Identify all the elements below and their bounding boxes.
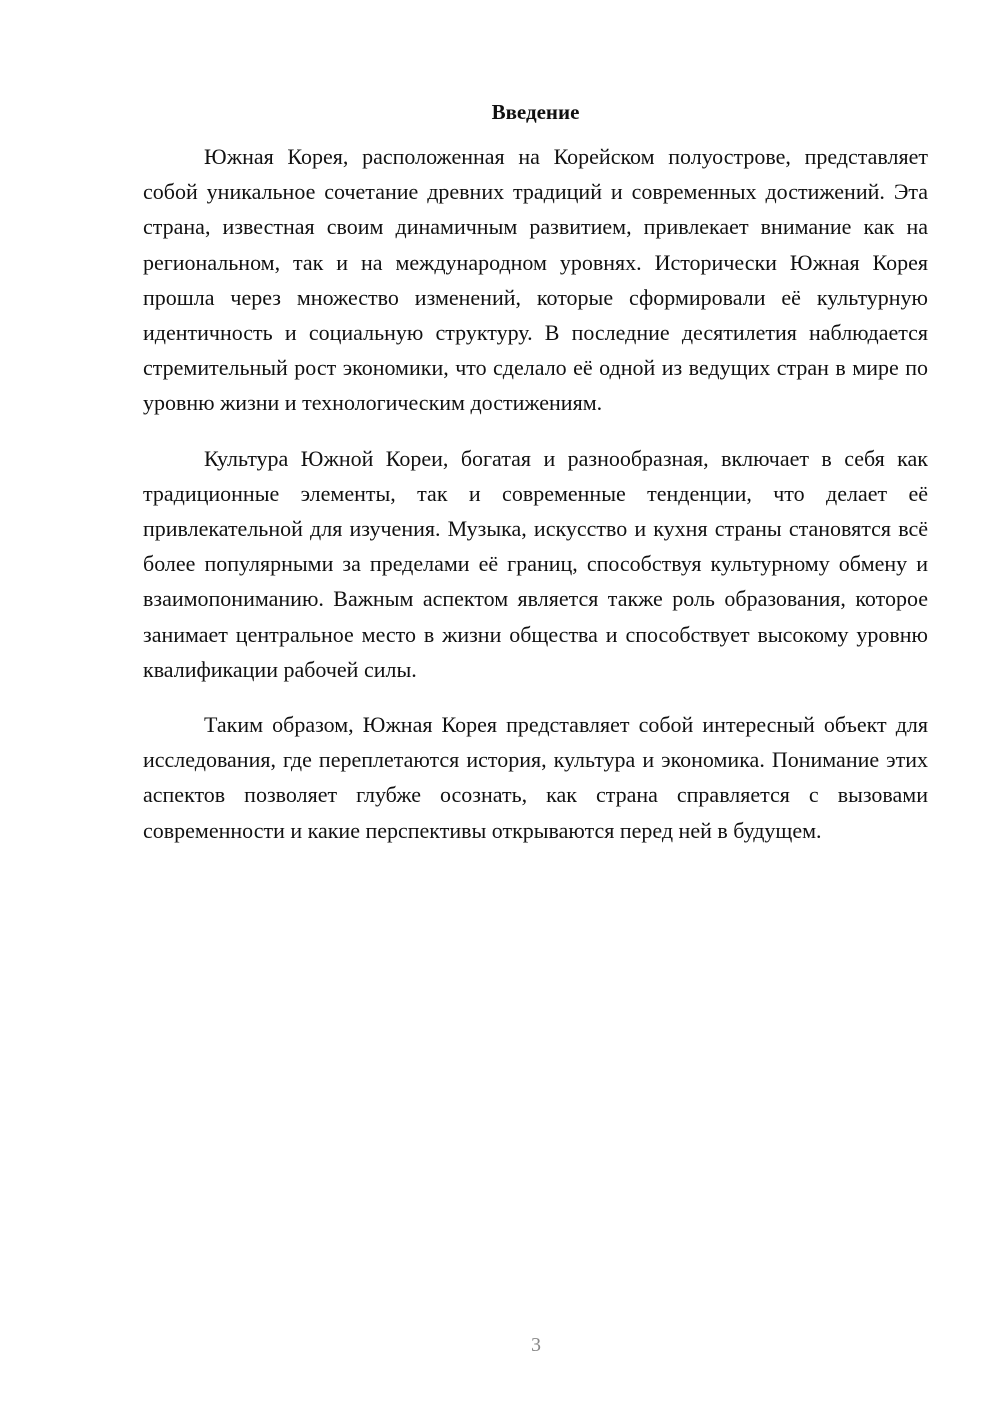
page-content: [143, 97, 928, 868]
paragraph-conclusion: Таким образом, Южная Корея представляет собой интересный объект для исследования, где переплетаются история, культура и экономика. Понимание этих аспектов позволяет глубже осознать, как страна справляется с вызовами современности и какие перспективы открываются перед ней в будущем.: [143, 712, 928, 843]
paragraph-culture: Культура Южной Кореи, богатая и разнообразная, включает в себя как традиционные элементы, так и современные тенденции, что делает её привлекательной для изучения. Музыка, искусство и кухня страны становятся всё более популярными за пределами её границ, способствуя культурному обмену и взаимопониманию. Важным аспектом является также роль образования, которое занимает центральное место в жизни общества и способствует высокому уровню квалификации рабочей силы.: [143, 445, 928, 682]
page-number: 3: [531, 1334, 541, 1356]
section-title: Введение: [491, 100, 580, 124]
paragraph-intro: Южная Корея, расположенная на Корейском полуострове, представляет собой уникальное сочетание древних традиций и современных достижений. Эта страна, известная своим динамичным развитием, привлекает внимание как на региональном, так и на международном уровнях. Исторически Южная Корея прошла через множество изменений, которые сформировали её культурную идентичность и социальную структуру. В последние десятилетия наблюдается стремительный рост экономики, что сделало её одной из ведущих стран в мире по уровню жизни и технологическим достижениям.: [143, 144, 928, 416]
